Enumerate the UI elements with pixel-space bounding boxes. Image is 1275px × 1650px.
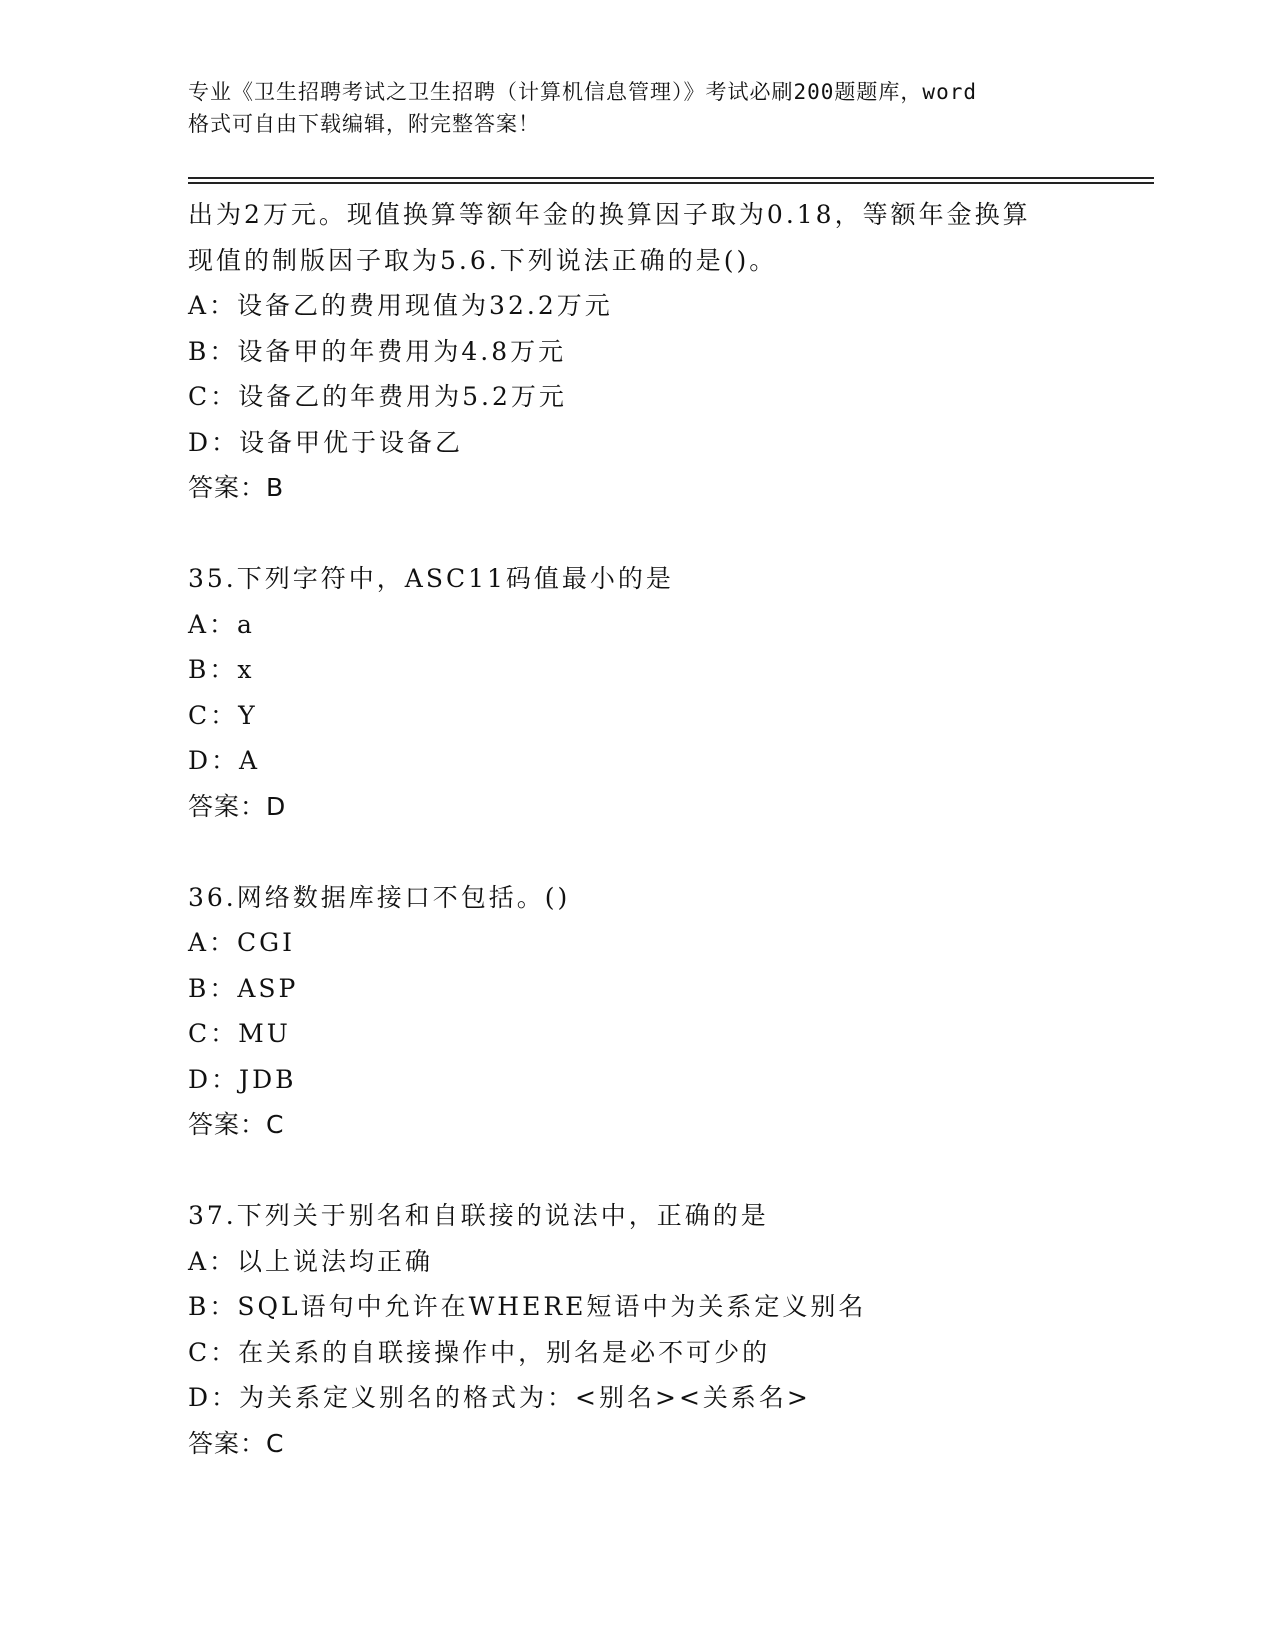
option-c: C：设备乙的年费用为5.2万元 — [188, 382, 567, 411]
option-d: D：设备甲优于设备乙 — [188, 427, 464, 457]
answer-line: 答案：D — [188, 791, 287, 821]
option-d: D：为关系定义别名的格式为：<别名><关系名> — [188, 1383, 811, 1412]
question-stem: 36.网络数据库接口不包括。() — [188, 882, 571, 912]
option-c: C：Y — [188, 700, 258, 730]
option-a: A：设备乙的费用现值为32.2万元 — [188, 291, 613, 320]
option-a: A：a — [188, 609, 255, 639]
option-b: B：ASP — [188, 973, 299, 1003]
question-36 — [188, 875, 1148, 1148]
header-divider-bottom — [188, 182, 1154, 184]
question-stem: 37.下列关于别名和自联接的说法中，正确的是 — [188, 1201, 769, 1230]
answer-line: 答案：B — [188, 473, 285, 502]
question-35 — [188, 556, 1148, 829]
option-a: A：以上说法均正确 — [188, 1246, 434, 1276]
spacer — [188, 1148, 1148, 1194]
option-b: B：SQL语句中允许在WHERE短语中为关系定义别名 — [188, 1292, 867, 1321]
option-b: B：x — [188, 655, 255, 684]
document-header — [188, 76, 1088, 140]
spacer — [188, 511, 1148, 557]
answer-line: 答案：C — [188, 1110, 285, 1139]
document-body — [188, 192, 1148, 1466]
option-a: A：CGI — [188, 928, 296, 957]
question-stem-line: 现值的制版因子取为5.6.下列说法正确的是()。 — [188, 245, 778, 275]
answer-line: 答案：C — [188, 1428, 285, 1458]
option-d: D：JDB — [188, 1064, 297, 1094]
question-stem-line: 出为2万元。现值换算等额年金的换算因子取为0.18，等额年金换算 — [188, 200, 1031, 229]
spacer — [188, 829, 1148, 875]
question-stem: 35.下列字符中，ASC11码值最小的是 — [188, 564, 674, 593]
question-37 — [188, 1193, 1148, 1466]
header-line-2: 格式可自由下载编辑，附完整答案！ — [188, 112, 540, 136]
question-continuation — [188, 192, 1148, 511]
option-b: B：设备甲的年费用为4.8万元 — [188, 336, 567, 366]
option-d: D：A — [188, 746, 261, 775]
header-line-1: 专业《卫生招聘考试之卫生招聘（计算机信息管理）》考试必刷200题题库，word — [188, 80, 977, 104]
option-c: C：在关系的自联接操作中，别名是必不可少的 — [188, 1337, 771, 1367]
header-divider-top — [188, 177, 1154, 179]
option-c: C：MU — [188, 1019, 291, 1048]
